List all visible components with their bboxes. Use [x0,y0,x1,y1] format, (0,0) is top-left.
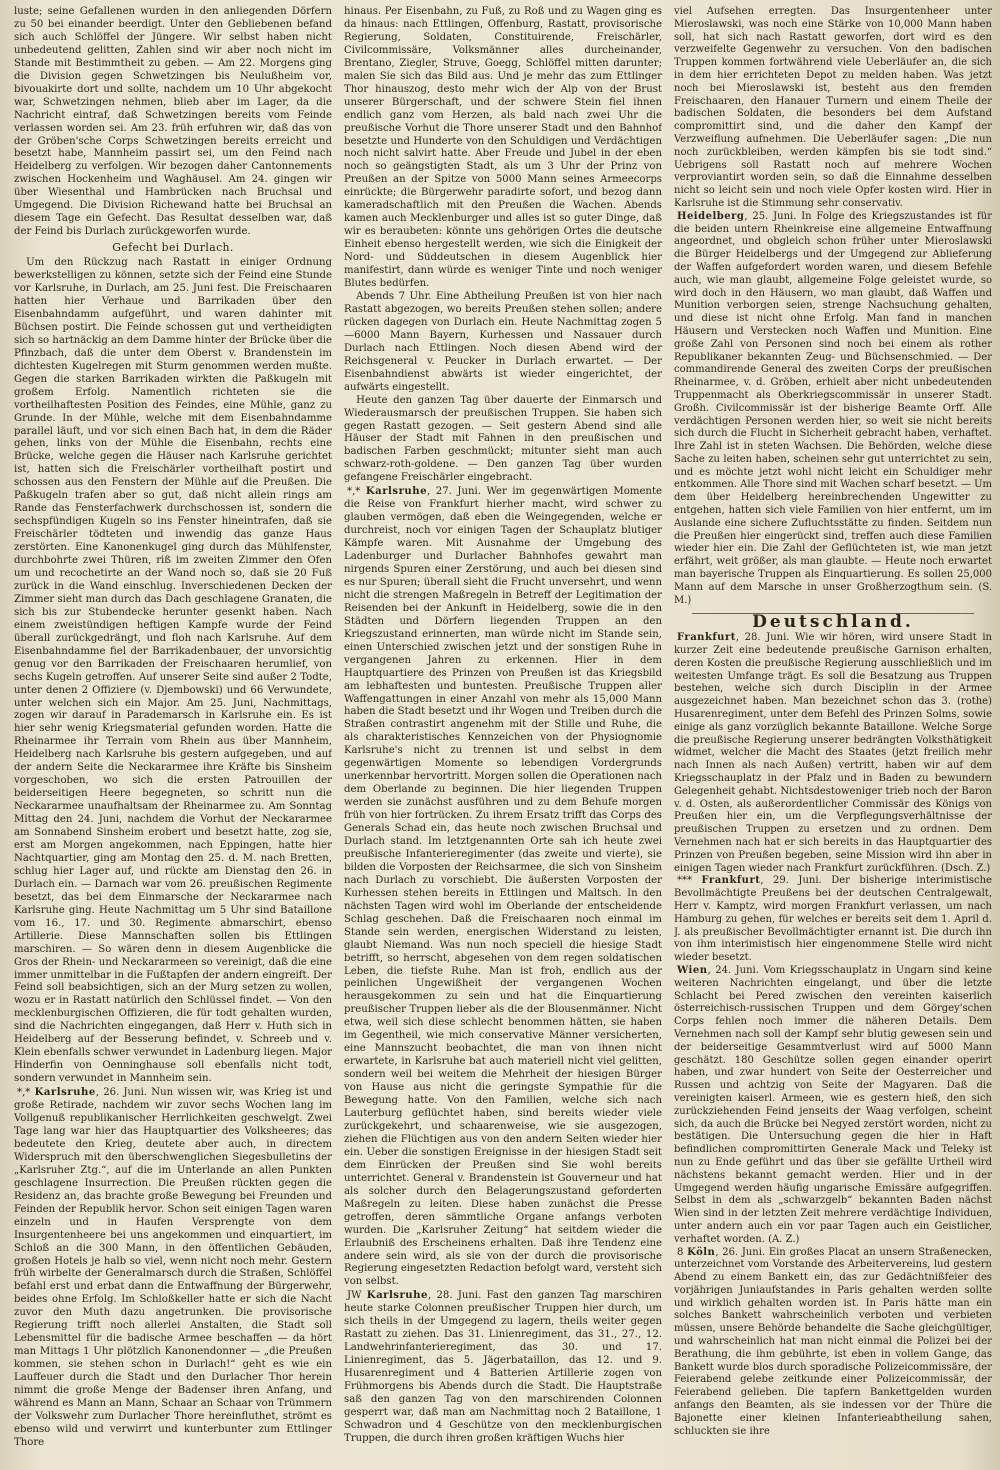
paragraph: Abends 7 Uhr. Eine Abtheilung Preußen ist von hier nach Rastatt abgezogen, wo bereits Preußen stehen sollen; andere rücken dagegen von Durlach ein. Heute Nachmittag zogen 5—6000 Mann Bayern, Kurhessen und Nassauer durch Durlach nach Ettlingen. Noch diesen Abend wird der Reichsgeneral v. Peucker in Durlach erwartet. — Der Eisenbahndienst abwärts ist wieder eingerichtet, der aufwärts eingestellt. [344,290,662,393]
dispatch-place: Frankfurt [701,875,761,887]
column-middle [344,6,662,1458]
dispatch-text: Wie wir hören, wird unsere Stadt in kurzer Zeit eine bedeutende preußische Garnison erhalten, deren Kosten die preußische Regierung ausschließlich und im weitesten Umfange trägt. Es soll die Besatzung aus Truppen bestehen, welche sich durch Disciplin in der Armee ausgezeichnet haben. Man bezeichnet schon das 3. (rothe) Husarenregiment, unter dem Befehl des Prinzen Solms, sowie einige als ganz vorzüglich bekannte Bataillone. Welche Sorge die preußische Regierung unserer bedrängten Volksthätigkeit widmet, welcher die Macht des Staates (jetzt freilich mehr nach Innen als nach Außen) vertritt, haben wir auf dem Kriegsschauplatz in der Pfalz und in Baden zu bewundern Gelegenheit gehabt. Nichtsdestoweniger trieb noch der Baron v. d. Osten, als außerordentlicher Commissär des Königs von Preußen hier ein, um die Verpflegungsverhältnisse der preußischen Truppen zu ersetzen und zu ordnen. Dem Vernehmen nach hat er sich bereits in das Hauptquartier des Prinzen von Preußen begeben, seine Mission wird ihn aber in einigen Tagen wieder nach Frankfurt zurückführen. (Dsch. Z.) [674,632,992,874]
dispatch-text: Vom Kriegsschauplatz in Ungarn sind keine weiteren Nachrichten eingelangt, und über die letzte Schlacht bei Pered zwischen den vereinten kaiserlich österreichisch-russischen Truppen und dem Görgey'schen Corps fehlen noch immer die näheren Details. Dem Vernehmen nach soll der Kampf sehr blutig gewesen sein und der beiderseitige Gesammtverlust wird auf 5000 Mann geschätzt. 180 Geschütze sollen gegen einander operirt haben, und zwar hundert von Seite der Oesterreicher und Russen und achtzig von Seite der Magyaren. Daß die vereinigten kaiserl. Armeen, wie es gestern hieß, den sich zurückziehenden Feind jenseits der Waag verfolgen, scheint sich, da auch die Brücke bei Negyed zerstört worden, nicht zu bestätigen. Die Untersuchung gegen die hier in Haft befindlichen compromittirten Generale Mack und Teleky ist nun zu Ende geführt und das über sie gefällte Urtheil wird nächstens bekannt gemacht werden. Hier und in der Umgegend werden häufig ungarische Emissäre aufgegriffen. Selbst in dem als „schwarzgelb“ bekannten Baden nächst Wien sind in der letzten Zeit mehrere verdächtige Individuen, unter andern auch ein vor paar Tagen auch ein Geistlicher, verhaftet worden. (A. Z.) [674,964,992,1245]
dispatch-marker: *,* [347,486,361,498]
dispatch-text: Der bisherige interimistische Bevollmächtigte Preußens bei der deutschen Centralgewalt, Herr v. Kamptz, wird morgen Frankfurt verlassen, um nach Hamburg zu gehen, für welches er bereits seit dem 1. April d. J. als preußischer Bevollmächtigter ernannt ist. Die durch ihn von ihm interimistisch hier eingenommene Stelle wird nicht wieder besetzt. [674,875,992,964]
dispatch-marker: *** [677,875,692,887]
dispatch-place: Frankfurt [677,632,736,644]
dispatch-date: 28. Juni. [744,632,790,644]
dispatch-marker: *,* [17,1087,31,1099]
dispatch-place: Wien [677,964,708,976]
dispatch-text: Nun wissen wir, was Krieg ist und große Retirade, nachdem wir zuvor sechs Wochen lang im Vollgenuß republikanischer Herrlichkeiten geschwelgt. Zwei Tage lang war hier das Hauptquartier des Volksheeres; das bedeutete den Krieg, deutete aber auch, in directem Widerspruch mit den überschwenglichen Siegesbulletins der „Karlsruher Ztg.“, auf die im Unterlande an allen Punkten geschlagene Insurrection. Die Preußen rückten gegen die Residenz an, das brachte große Bewegung bei Freunden und Feinden der Republik hervor. Schon seit einigen Tagen waren einzeln und in Haufen Versprengte von dem Insurgentenheere bei uns angekommen und einquartiert, im Schloß an die 300 Mann, in den öffentlichen Gebäuden, großen Hotels je halb so viel, wenn nicht noch mehr. Gestern früh wirbelte der Generalmarsch durch die Straßen, Schlöffel befahl erst und erbat dann die Entwaffnung der Bürgerwehr, beides ohne Erfolg. Im Schloßkeller hatte er sich die Nacht zuvor den Muth dazu angetrunken. Die provisorische Regierung trifft noch allerlei Anstalten, die Stadt soll Lebensmittel für die badische Armee beschaffen — da hört man Mittags 1 Uhr plötzlich Kanonendonner — „die Preußen kommen, sie stehen schon in Durlach!“ geht es wie ein Lauffeuer durch die Stadt und den Durlacher Thor herein nimmt die große Menge der Badenser ihren Anfang, und während es Mann an Mann, Schaar an Schaar von Trümmern der Volkswehr zum Durlacher Thore hereinfluthet, strömt es ebenso wild und verwirrt und kunterbunter zum Ettlinger Thore [14,1087,332,1448]
dispatch-place: Karlsruhe [365,485,428,498]
dispatch-date: 25. Juni. [752,210,797,222]
dispatch-text: Wer im gegenwärtigen Momente die Reise von Frankfurt hierher macht, wird schwer zu glauben vermögen, daß eben die Weingegenden, welche er durchreist, noch vor einigen Tagen der Schauplatz blutiger Kämpfe waren. Mit Ausnahme der Umgebung des Ladenburger und Durlacher Bahnhofes gewahrt man nirgends Spuren einer Zerstörung, und auch bei diesen sind es nur Spuren; überall sieht die Frucht unversehrt, und wenn nicht die strengen Maßregeln in Betreff der Legitimation der Reisenden bei der Ankunft in Heidelberg, sowie die in den Städten und Dörfern liegenden Truppen an den Kriegszustand erinnerten, man würde nicht im Stande sein, einen Unterschied zwischen jetzt und der sonstigen Ruhe in vergangenen Jahren zu erkennen. Hier in dem Hauptquartiere des Prinzen von Preußen ist das Kriegsbild am lebhaftesten und buntesten. Preußische Truppen aller Waffengattungen in einer Anzahl von mehr als 15,000 Mann haben die Stadt besetzt und ihr Wogen und Treiben durch die Straßen contrastirt angenehm mit der Stille und Ruhe, die als charakteristisches Kennzeichen von der Physiognomie Karlsruhe's nicht zu trennen ist und selbst in dem gegenwärtigen Momente so lebendigen Vordergrunds unerkennbar hervortritt. Morgen sollen die Operationen nach dem Oberlande zu beginnen. Die hier liegenden Truppen werden sie zunächst ausführen und zu dem Behufe morgen früh von hier fortrücken. Zu ihrem Ersatz trifft das Corps des Generals Schad ein, das heute noch zwischen Bruchsal und Durlach stand. Im letztgenannten Orte sah ich heute zwei preußische Infanterieregimenter (das zweite und vierte), sie bilden die Vorposten der Reichsarmee, die sich von Sinsheim nach Durlach zu vorschiebt. Die äußersten Vorposten der Kurhessen stehen bereits in Ettlingen und Maltsch. In den nächsten Tagen wird wohl im Oberlande der entscheidende Schlag geschehen. Daß die Freischaaren noch einmal im Stande sein werden, energischen Widerstand zu leisten, glaubt Niemand. Was nun noch speciell die hiesige Stadt betrifft, so herrscht, abgesehen von dem regen soldatischen Leben, die tiefste Ruhe. Man ist froh, endlich aus der peinlichen Ungewißheit der vergangenen Wochen herausgekommen zu sein und hat die Einquartierung preußischer Truppen lieber als die der Blousenmänner. Nicht etwa, weil sich diese schlecht benommen hätten, sie haben im Gegentheil, wie mich conservative Männer versicherten, eine Mannszucht beobachtet, die man von ihnen nicht erwartete, in Karlsruhe bat auch materiell nicht viel gelitten, sondern weil bei weitem die Mehrheit der hiesigen Bürger von Hause aus nicht die geringste Sympathie für die Bewegung hatte. Von den Familien, welche sich nach Lauterburg geflüchtet haben, sind bereits wieder viele zurückgekehrt, und schaarenweise, wie sie ausgezogen, ziehen die Flüchtigen aus von den andern Seiten wieder hier ein. Ueber die sonstigen Ereignisse in der hiesigen Stadt seit dem Einrücken der Preußen sind Sie wohl bereits unterrichtet. General v. Brandenstein ist Gouverneur und hat als solcher durch den Belagerungszustand geforderten Maßregeln zu leiten. Diese haben zunächst die Presse getroffen, deren sämmtliche Organe anfangs verboten wurden. Die „Karlsruher Zeitung“ hat seitdem wieder die Erlaubniß des Erscheinens erhalten. Daß ihre Tendenz eine andere sein wird, als sie von der durch die provisorische Regierung eingesetzten Redaction befolgt ward, versteht sich von selbst. [344,486,662,1288]
dispatch-paragraph: Wien, 24. Juni. Vom Kriegsschauplatz in Ungarn sind keine weiteren Nachrichten eingelangt, und über die letzte Schlacht bei Pered zwischen den vereinten kaiserlich österreichisch-russischen Truppen und dem Görgey'schen Corps fehlen noch immer die näheren Details. Dem Vernehmen nach soll der Kampf sehr blutig gewesen sein und der beiderseitige Gesammtverlust wird auf 5000 Mann geschätzt. 180 Geschütze sollen gegen einander operirt haben, und zwar hundert von Seite der Oesterreicher und Russen und achtzig von Seite der Magyaren. Daß die vereinigten kaiserl. Armeen, wie es gestern hieß, den sich zurückziehenden Feind jenseits der Waag verfolgen, scheint sich, da auch die Brücke bei Negyed zerstört worden, nicht zu bestätigen. Die Untersuchung gegen die hier in Haft befindlichen compromittirten Generale Mack und Teleky ist nun zu Ende geführt und das über sie gefällte Urtheil wird nächstens bekannt gemacht werden. Hier und in der Umgegend werden häufig ungarische Emissäre aufgegriffen. Selbst in dem als „schwarzgelb“ bekannten Baden nächst Wien sind in der letzten Zeit mehrere verdächtige Individuen, unter andern auch ein vor paar Tagen auch ein Geistlicher, verhaftet worden. (A. Z.) [674,964,992,1245]
dispatch-date: 26. Juni. [103,1087,148,1099]
dispatch-paragraph: Heidelberg, 25. Juni. In Folge des Kriegszustandes ist für die beiden untern Rheinkreise eine allgemeine Entwaffnung angeordnet, und obgleich schon früher unter Mieroslawski die Bürger Heidelbergs und der Umgegend zur Ablieferung der Waffen aufgefordert worden waren, und diesem Befehle auch, wie man glaubt, allgemeine Folge geleistet wurde, so wird doch in den Häusern, wo man glaubt, daß Waffen und Munition verborgen seien, strenge Nachsuchung gehalten, und diese ist nicht ohne Erfolg. Man fand in manchen Häusern und Verstecken noch Waffen und Munition. Eine große Zahl von Personen sind noch bei einem als rother Republikaner bekannten Zeug- und Büchsenschmied. — Der commandirende General des zweiten Corps der preußischen Rheinarmee, v. d. Gröben, erhielt aber nicht unbedeutenden Truppenmacht als Oberkriegscommissär in unserer Stadt. Großh. Civilcommissär ist der bisherige Beamte Orff. Alle verdächtigen Personen werden hier, so weit sie nicht bereits sich durch die Flucht in Sicherheit gebracht haben, verhaftet. Ihre Zahl ist in steten Wachsen. Die Behörden, welche diese Sache zu leiten haben, scheinen sehr gut unterrichtet zu sein, und es möchte jetzt wohl nicht leicht ein Schuldiger mehr entkommen. Alle Thore sind mit Wachen scharf besetzt. — Um dem über Heidelberg hereinbrechenden Ungewitter zu entgehen, hatten sich viele Familien von hier entfernt, um im Auslande eine sichere Zufluchtsstätte zu finden. Seitdem nun die Preußen hier eingerückt sind, treffen auch diese Familien wieder hier ein. Die Zahl der Geflüchteten ist, wie man jetzt erfährt, weit größer, als man glaubte. — Heute noch erwartet man bayerische Truppen als Einquartierung. Es sollen 25,000 Mann auf dem Marsche in unser Großherzogthum sein. (S. M.) [674,210,992,606]
paragraph: luste; seine Gefallenen wurden in den anliegenden Dörfern zu 50 bei einander beerdigt. Unter den Gebliebenen befand sich auch Schlöffel der Jüngere. Wir selbst haben nicht unbedeutend gelitten, Zahlen sind wir aber noch nicht im Stande mit Bestimmtheit zu geben. — Am 22. Morgens ging die Division gegen Schwetzingen bis Neulußheim vor, bivouakirte dort und sollte, nachdem um 10 Uhr abgekocht war, Schwetzingen nehmen, blieb aber im Lager, da die Nachricht eintraf, daß Schwetzingen bereits vom Feinde verlassen worden sei. Am 23. früh erfuhren wir, daß das von der Gröben'sche Corps Schwetzingen bereits erreicht und besetzt habe, Mannheim passirt sei, um den Feind nach Heidelberg zu verfolgen. Wir bezogen daher Cantonnements zwischen Hockenheim und Waghäusel. Am 24. gingen wir über Wiesenthal und Hambrücken nach Bruchsal und Umgegend. Die Division Richewand hatte bei Bruchsal an diesem Tage ein Gefecht. Das Resultat desselben war, daß der Feind bis Durlach zurückgeworfen wurde. [14,6,332,238]
dispatch-place: Heidelberg [677,210,745,222]
dispatch-paragraph: *,* Karlsruhe, 26. Juni. Nun wissen wir, was Krieg ist und große Retirade, nachdem wir zuvor sechs Wochen lang im Vollgenuß republikanischer Herrlichkeiten geschwelgt. Zwei Tage lang war hier das Hauptquartier des Volksheeres; das bedeutete den Krieg, deutete aber auch, in directem Widerspruch mit den überschwenglichen Siegesbulletins der „Karlsruher Ztg.“, auf die im Unterlande an allen Punkten geschlagene Insurrection. Die Preußen rückten gegen die Residenz an, das brachte große Bewegung bei Freunden und Feinden der Republik hervor. Schon seit einigen Tagen waren einzeln und in Haufen Versprengte von dem Insurgentenheere bei uns angekommen und einquartiert, im Schloß an die 300 Mann, in den öffentlichen Gebäuden, großen Hotels je halb so viel, wenn nicht noch mehr. Gestern früh wirbelte der Generalmarsch durch die Straßen, Schlöffel befahl erst und erbat dann die Entwaffnung der Bürgerwehr, beides ohne Erfolg. Im Schloßkeller hatte er sich die Nacht zuvor den Muth dazu angetrunken. Die provisorische Regierung trifft noch allerlei Anstalten, die Stadt soll Lebensmittel für die badische Armee beschaffen — da hört man Mittags 1 Uhr plötzlich Kanonendonner — „die Preußen kommen, sie stehen schon in Durlach!“ geht es wie ein Lauffeuer durch die Stadt und den Durlacher Thor herein nimmt die große Menge der Badenser ihren Anfang, und während es Mann an Mann, Schaar an Schaar von Trümmern der Volkswehr zum Durlacher Thore hereinfluthet, strömt es ebenso wild und verwirrt und kunterbunter zum Ettlinger Thore [14,1086,332,1448]
subheading: Gefecht bei Durlach. [112,241,234,255]
dispatch-marker: 8 [677,1246,684,1258]
dispatch-date: 27. Juni. [435,486,481,498]
dispatch-text: In Folge des Kriegszustandes ist für die beiden untern Rheinkreise eine allgemeine Entwaffnung angeordnet, und obgleich schon früher unter Mieroslawski die Bürger Heidelbergs und der Umgegend zur Ablieferung der Waffen aufgefordert worden waren, und diesem Befehle auch, wie man glaubt, allgemeine Folge geleistet wurde, so wird doch in den Häusern, wo man glaubt, daß Waffen und Munition verborgen seien, strenge Nachsuchung gehalten, und diese ist nicht ohne Erfolg. Man fand in manchen Häusern und Verstecken noch Waffen und Munition. Eine große Zahl von Personen sind noch bei einem als rother Republikaner bekannten Zeug- und Büchsenschmied. — Der commandirende General des zweiten Corps der preußischen Rheinarmee, v. d. Gröben, erhielt aber nicht unbedeutenden Truppenmacht als Oberkriegscommissär in unserer Stadt. Großh. Civilcommissär ist der bisherige Beamte Orff. Alle verdächtigen Personen werden hier, so weit sie nicht bereits sich durch die Flucht in Sicherheit gebracht haben, verhaftet. Ihre Zahl ist in steten Wachsen. Die Behörden, welche diese Sache zu leiten haben, scheinen sehr gut unterrichtet zu sein, und es möchte jetzt wohl nicht leicht ein Schuldiger mehr entkommen. Alle Thore sind mit Wachen scharf besetzt. — Um dem über Heidelberg hereinbrechenden Ungewitter zu entgehen, hatten sich viele Familien von hier entfernt, um im Auslande eine sichere Zufluchtsstätte zu finden. Seitdem nun die Preußen hier eingerückt sind, treffen auch diese Familien wieder hier ein. Die Zahl der Geflüchteten ist, wie man jetzt erfährt, weit größer, als man glaubte. — Heute noch erwartet man bayerische Truppen als Einquartierung. Es sollen 25,000 Mann auf dem Marsche in unser Großherzogthum sein. (S. M.) [674,210,992,606]
dispatch-text: Fast den ganzen Tag marschiren heute starke Colonnen preußischer Truppen hier durch, um sich theils in der Umgegend zu lagern, theils weiter gegen Rastatt zu ziehen. Das 31. Linienregiment, das 31., 27., 12. Landwehrinfanterieregiment, das 30. und 17. Linienregiment, das 5. Jägerbataillon, das 12. und 9. Husarenregiment und 4 Batterien Artillerie zogen von Frühmorgens bis Abends durch die Stadt. Die Hauptstraße saß den ganzen Tag von den marschirenden Colonnen gesperrt war, daß man am Nachmittag noch 2 Bataillone, 1 Schwadron und 4 Geschütze von den mecklenburgischen Truppen, die durch ihren großen kräftigen Wuchs hier [344,1290,662,1444]
paragraph: Heute den ganzen Tag über dauerte der Einmarsch und Wiederausmarsch der preußischen Truppen. Sie haben sich gegen Rastatt gezogen. — Seit gestern Abend sind alle Häuser der Stadt mit Fahnen in den preußischen und badischen Farben geschmückt; mitunter sieht man auch schwarz-roth-goldene. — Den ganzen Tag über wurden gefangene Freischärler eingebracht. [344,394,662,484]
dispatch-date: 26. Juni. [722,1246,766,1258]
dispatch-marker: JW [347,1290,362,1302]
column-right [674,6,992,1458]
paragraph: viel Aufsehen erregten. Das Insurgentenheer unter Mieroslawski, was noch eine Stärke von 10,000 Mann haben soll, hat sich nach Rastatt geworfen, dort wird es den verzweifelte Gegenwehr zu versuchen. Von den badischen Truppen kommen fortwährend viele Ueberläufer an, die sich in dem hier errichteten Depot zu melden haben. Was jetzt noch bei Mieroslawski ist, besteht aus den fremden Freischaaren, den Hanauer Turnern und einem Theile der badischen Soldaten, die besonders bei dem Aufstand compromittirt sind, und die daher den Kampf der Verzweiflung aufnehmen. Die Ueberläufer sagen: „Die nun noch zurückbleiben, werden kämpfen bis sie todt sind.“ Uebrigens soll Rastatt noch auf mehrere Wochen verproviantirt worden sein, so daß die Einnahme desselben nicht so leicht sein und noch viele Opfer kosten wird. Hier in Karlsruhe ist die Stimmung sehr conservativ. [674,6,992,209]
paragraph: Um den Rückzug nach Rastatt in einiger Ordnung bewerkstelligen zu können, setzte sich der Feind eine Stunde vor Karlsruhe, in Durlach, am 25. Juni fest. Die Freischaaren hatten hier Verhaue und Barrikaden über den Eisenbahndamm aufgeführt, und waren dahinter mit Büchsen postirt. Die Feinde schossen gut und vertheidigten sich so hartnäckig an dem Damme hinter der Brücke über die Pfinzbach, daß die unter dem Oberst v. Brandenstein im dichtesten Kugelregen mit Sturm genommen werden mußte. Gegen die starken Barrikaden wirkten die Paßkugeln mit großem Erfolg. Namentlich richteten sie die vortheilhaftesten Position des Feindes, eine Mühle, ganz zu Grunde. In der Mühle, welche mit dem Eisenbahndamme parallel läuft, und vor sich einen Bach hat, in dem die Räder gehen, links von der Mühle die Eisenbahn, rechts eine Brücke, welche gegen die Häuser nach Karlsruhe gerichtet ist, hatten sich die Freischärler vortheilhaft postirt und schossen aus den Fenstern der Mühle auf die Preußen. Die Paßkugeln trafen aber so gut, daß nicht allein rings am Rande das Fensterfachwerk durchschossen ist, sondern die sechspfündigen Kugeln so ins Fenster hineintrafen, daß sie Freischärler tödteten und inwendig das ganze Haus zerstörten. Eine Kanonenkugel ging durch das Mühlfenster, durchbohrte zwei Thüren, riß im zweiten Zimmer den Ofen um und recochetirte an der Wand noch so, daß sie 20 Fuß zurück in die Wand einschlug. Inverschiedenen Decken der Zimmer sieht man durch das Dach geschlagene Granaten, die sich bis zur Stubendecke herunter gesenkt haben. Nach einem zweistündigen heftigen Kampfe wurde der Feind überall zurückgedrängt, und floh nach Karlsruhe. Auf dem Eisenbahndamme fiel der Barrikadenbauer, der unvorsichtig genug vor den Barrikaden der Freischaaren herumlief, von sechs Kugeln getroffen. Auf unserer Seite sind außer 2 Todte, unter denen 2 Offiziere (v. Djembowski) und 66 Verwundete, unter welchen sich ein Major. Am 25. Juni, Nachmittags, zogen wir darauf in Parademarsch in Karlsruhe ein. Es ist hier sehr wenig Kriegsmaterial gefunden worden. Hatte die Rheinarmee ihr Terrain vom Rhein aus über Mannheim, Heidelberg nach Karlsruhe bis gestern aufgegeben, und auf der andern Seite die Neckararmee ihre Kräfte bis Sinsheim vorgeschoben, wo sich die ersten Patrouillen der beiderseitigen Heere begegneten, so schritt nun die Neckararmee unaufhaltsam der Rheinarmee zu. Am Sonntag Mittag den 24. Juni, nachdem die Vorhut der Neckararmee am Sonnabend Sinsheim erobert und besetzt hatte, zog sie, erst am Morgen angekommen, nach Eppingen, hatte hier Nachtquartier, ging am Montag den 25. d. M. nach Bretten, schlug hier Lager auf, und rückte am Dienstag den 26. in Durlach ein. — Darnach war vom 26. preußischen Regimente besetzt, das bei dem Einmarsche der Neckararmee nach Karlsruhe ging. Heute Nachmittag um 5 Uhr sind Bataillone vom 16., 17. und 30. Regimente abmarschirt, ebenso Artillerie. Diese Mannschaften sollen bis Ettlingen marschiren. — So wären denn in diesem Augenblicke die Gros der Rhein- und Neckararmeen so vereinigt, daß die eine immer unmittelbar in die Fußtapfen der andern eingreift. Der Feind soll beabsichtigen, sich an der Murg setzen zu wollen, wozu er in Rastatt natürlich den Schlüssel findet. — Von den mecklenburgischen Offizieren, die für todt gehalten wurden, sind die Nachrichten eingegangen, daß Herr v. Huth sich in Heidelberg auf der Besserung befindet, v. Schreeb und v. Klein ebenfalls schwer verwundet in Ladenburg liegen. Major Hinderfin von Oenninghause soll ebenfalls nicht todt, sondern verwundet in Mannheim sein. [14,257,332,1085]
dispatch-paragraph: JW Karlsruhe, 28. Juni. Fast den ganzen Tag marschiren heute starke Colonnen preußischer Truppen hier durch, um sich theils in der Umgegend zu lagern, theils weiter gegen Rastatt zu ziehen. Das 31. Linienregiment, das 31., 27., 12. Landwehrinfanterieregiment, das 30. und 17. Linienregiment, das 5. Jägerbataillon, das 12. und 9. Husarenregiment und 4 Batterien Artillerie zogen von Frühmorgens bis Abends durch die Stadt. Die Hauptstraße saß den ganzen Tag von den marschirenden Colonnen gesperrt war, daß man am Nachmittag noch 2 Bataillone, 1 Schwadron und 4 Geschütze von den mecklenburgischen Truppen, die durch ihren großen kräftigen Wuchs hier [344,1289,662,1444]
dispatch-date: 29. Juni. [773,875,822,887]
text-columns [14,6,992,1458]
dispatch-paragraph: *** Frankfurt, 29. Juni. Der bisherige interimistische Bevollmächtigte Preußens bei der deutschen Centralgewalt, Herr v. Kamptz, wird morgen Frankfurt verlassen, um nach Hamburg zu gehen, für welches er bereits seit dem 1. April d. J. als preußischer Bevollmächtigter ernannt ist. Die durch ihn von ihm interimistisch hier eingenommene Stelle wird nicht wieder besetzt. [674,875,992,964]
dispatch-paragraph: Frankfurt, 28. Juni. Wie wir hören, wird unsere Stadt in kurzer Zeit eine bedeutende preußische Garnison erhalten, deren Kosten die preußische Regierung ausschließlich und im weitesten Umfange trägt. Es soll die Besatzung aus Truppen bestehen, welche sich durch Disciplin in der Armee ausgezeichnet haben. Man bezeichnet schon das 3. (rothe) Husarenregiment, unter dem Befehl des Prinzen Solms, sowie einige als ganz vorzüglich bekannte Bataillone. Welche Sorge die preußische Regierung unserer bedrängten Volksthätigkeit widmet, welcher die Macht des Staates (jetzt freilich mehr nach Innen als nach Außen) vertritt, haben wir auf dem Kriegsschauplatz in der Pfalz und in Baden zu bewundern Gelegenheit gehabt. Nichtsdestoweniger trieb noch der Baron v. d. Osten, als außerordentlicher Commissär des Königs von Preußen hier ein, um die Verpflegungsverhältnisse der preußischen Truppen zu ersetzen und zu ordnen. Dem Vernehmen nach hat er sich bereits in das Hauptquartier des Prinzen von Preußen begeben, seine Mission wird ihn aber in einigen Tagen wieder nach Frankfurt zurückführen. (Dsch. Z.) [674,632,992,874]
dispatch-place: Karlsruhe [366,1289,428,1302]
dispatch-date: 24. Juni. [715,964,759,976]
dispatch-paragraph: *,* Karlsruhe, 27. Juni. Wer im gegenwärtigen Momente die Reise von Frankfurt hierher macht, wird schwer zu glauben vermögen, daß eben die Weingegenden, welche er durchreist, noch vor einigen Tagen der Schauplatz blutiger Kämpfe waren. Mit Ausnahme der Umgebung des Ladenburger und Durlacher Bahnhofes gewahrt man nirgends Spuren einer Zerstörung, und auch bei diesen sind es nur Spuren; überall sieht die Frucht unversehrt, und wenn nicht die strengen Maßregeln in Betreff der Legitimation der Reisenden bei der Ankunft in Heidelberg, sowie die in den Städten und Dörfern liegenden Truppen an den Kriegszustand erinnerten, man würde nicht im Stande sein, einen Unterschied zwischen jetzt und der sonstigen Ruhe in vergangenen Jahren zu erkennen. Hier in dem Hauptquartiere des Prinzen von Preußen ist das Kriegsbild am lebhaftesten und buntesten. Preußische Truppen aller Waffengattungen in einer Anzahl von mehr als 15,000 Mann haben die Stadt besetzt und ihr Wogen und Treiben durch die Straßen contrastirt angenehm mit der Stille und Ruhe, die als charakteristisches Kennzeichen von der Physiognomie Karlsruhe's nicht zu trennen ist und selbst in dem gegenwärtigen Momente so lebendigen Vordergrunds unerkennbar hervortritt. Morgen sollen die Operationen nach dem Oberlande zu beginnen. Die hier liegenden Truppen werden sie zunächst ausführen und zu dem Behufe morgen früh von hier fortrücken. Zu ihrem Ersatz trifft das Corps des Generals Schad ein, das heute noch zwischen Bruchsal und Durlach stand. Im letztgenannten Orte sah ich heute zwei preußische Infanterieregimenter (das zweite und vierte), sie bilden die Vorposten der Reichsarmee, die sich von Sinsheim nach Durlach zu vorschiebt. Die äußersten Vorposten der Kurhessen stehen bereits in Ettlingen und Maltsch. In den nächsten Tagen wird wohl im Oberlande der entscheidende Schlag geschehen. Daß die Freischaaren noch einmal im Stande sein werden, energischen Widerstand zu leisten, glaubt Niemand. Was nun noch speciell die hiesige Stadt betrifft, so herrscht, abgesehen von dem regen soldatischen Leben, die tiefste Ruhe. Man ist froh, endlich aus der peinlichen Ungewißheit der vergangenen Wochen herausgekommen zu sein und hat die Einquartierung preußischer Truppen lieber als die der Blousenmänner. Nicht etwa, weil sich diese schlecht benommen hätten, sie haben im Gegentheil, wie mich conservative Männer versicherten, eine Mannszucht beobachtet, die man von ihnen nicht erwartete, in Karlsruhe bat auch materiell nicht viel gelitten, sondern weil bei weitem die Mehrheit der hiesigen Bürger von Hause aus nicht die geringste Sympathie für die Bewegung hatte. Von den Familien, welche sich nach Lauterburg geflüchtet haben, sind bereits wieder viele zurückgekehrt, und schaarenweise, wie sie ausgezogen, ziehen die Flüchtigen aus von den andern Seiten wieder hier ein. Ueber die sonstigen Ereignisse in der hiesigen Stadt seit dem Einrücken der Preußen sind Sie wohl bereits unterrichtet. General v. Brandenstein ist Gouverneur und hat als solcher durch den Belagerungszustand geforderten Maßregeln zu leiten. Diese haben zunächst die Presse getroffen, deren sämmtliche Organe anfangs verboten wurden. Die „Karlsruher Zeitung“ hat seitdem wieder die Erlaubniß des Erscheinens erhalten. Daß ihre Tendenz eine andere sein wird, als sie von der durch die provisorische Regierung eingesetzten Redaction befolgt ward, versteht sich von selbst. [344,485,662,1288]
paragraph: hinaus. Per Eisenbahn, zu Fuß, zu Roß und zu Wagen ging es da hinaus: nach Ettlingen, Offenburg, Rastatt, provisorische Regierung, Soldaten, Constituirende, Freischärler, Civilcommissäre, Volksmänner alles durcheinander, Brentano, Ziegler, Struve, Goegg, Schlöffel mitten darunter; malen Sie sich das Bild aus. Und je mehr das zum Ettlinger Thor hinauszog, desto mehr wich der Alp von der Brust unserer Bürgerschaft, und der schwere Stein fiel ihnen endlich ganz vom Herzen, als bald nach zwei Uhr die preußische Vorhut die Thore unserer Stadt und den Bahnhof besetzte und Hunderte von den Schuldigen und Verdächtigen noch nicht salvirt hatte. Aber Freude und Jubel in der eben noch so geängstigten Stadt, als um 3 Uhr der Prinz von Preußen an der Spitze von 5000 Mann seines Armeecorps einrückte; die Bürgerwehr paradirte sofort, und bezog dann kameradschaftlich mit den Preußen die Wachen. Abends kamen auch Mecklenburger und alles ist so guter Dinge, daß wir es beraubeten: könnte uns gehörigen Ortes die deutsche Einheit ebenso hergestellt werden, wie sich die Einigkeit der Nord- und Süddeutschen in diesem Augenblick hier manifestirt, dann würde es weniger Tinte und noch weniger Blutes bedürfen. [344,6,662,290]
section-title: Deutschland. [752,612,914,633]
dispatch-place: Köln [687,1246,716,1258]
dispatch-paragraph: 8 Köln, 26. Juni. Ein großes Placat an unsern Straßenecken, unterzeichnet vom Vorstande des Arbeitervereins, lud gestern Abend zu einem Bankett ein, das zur Gedächtnißfeier des vorjährigen Juniaufstandes in Paris gehalten werden sollte und wirklich gehalten worden ist. In Paris hätte man ein solches Bankett wahrscheinlich verboten und verbieten müssen, unsere Behörde behandelte die Sache gleichgültiger, und wahrscheinlich hat man nicht einmal die Polizei bei der Berathung, die ihm gebührte, ist eben in vollem Gange, das Bankett wurde blos durch sporadische Polizeicommissäre, der Feierabend gelebe zeitkunde einer Polizeicommissär, der Feierabend gelieben. Die tapfern Bankettgelden wurden anfangs den Beamten, als sie indessen vor der Thüre die Bajonette einer kleinen Infanterieabtheilung sahen, schluckten sie ihre [674,1246,992,1437]
dispatch-place: Karlsruhe [34,1086,96,1099]
dispatch-text: Ein großes Placat an unsern Straßenecken, unterzeichnet vom Vorstande des Arbeitervereins, lud gestern Abend zu einem Bankett ein, das zur Gedächtnißfeier des vorjährigen Juniaufstandes in Paris gehalten werden sollte und wirklich gehalten worden ist. In Paris hätte man ein solches Bankett wahrscheinlich verboten und verbieten müssen, unsere Behörde behandelte die Sache gleichgültiger, und wahrscheinlich hat man nicht einmal die Polizei bei der Berathung, die ihm gebührte, ist eben in vollem Gange, das Bankett wurde blos durch sporadische Polizeicommissäre, der Feierabend gelebe zeitkunde einer Polizeicommissär, der Feierabend gelieben. Die tapfern Bankettgelden wurden anfangs den Beamten, als sie indessen vor der Thüre die Bajonette einer kleinen Infanterieabtheilung sahen, schluckten sie ihre [674,1246,992,1437]
dispatch-date: 28. Juni. [436,1290,482,1302]
column-left [14,6,332,1458]
